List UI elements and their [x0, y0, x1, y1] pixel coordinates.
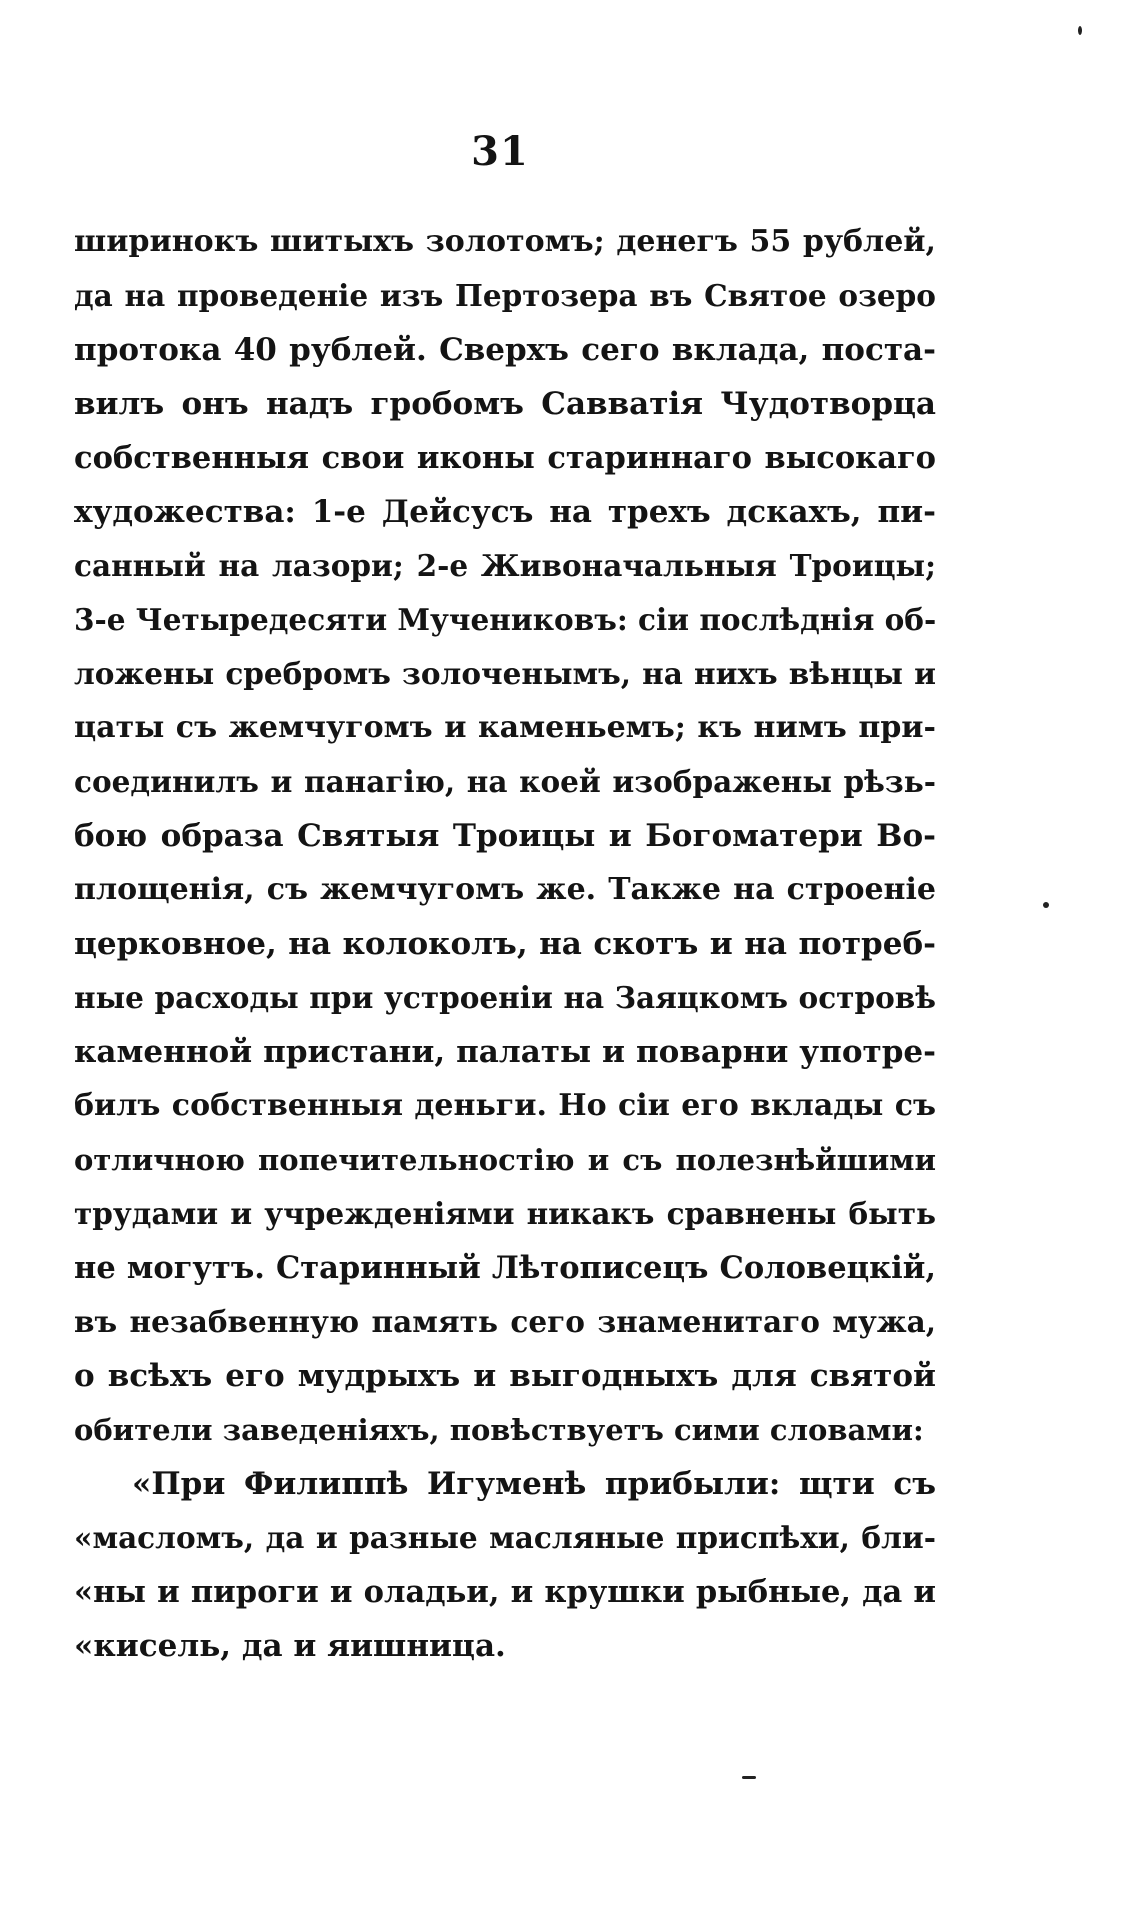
text-line: художества: 1-е Дейсусъ на трехъ дскахъ, пи- [74, 494, 936, 530]
text-line: о всѣхъ его мудрыхъ и выгодныхъ для святой [74, 1358, 936, 1394]
text-line: въ незабвенную память сего знаменитаго мужа, [74, 1304, 936, 1339]
text-line: трудами и учрежденіями никакъ сравнены быть [74, 1196, 936, 1231]
text-line: протока 40 рублей. Сверхъ сего вклада, поста- [74, 332, 936, 368]
text-line: собственныя свои иконы стариннаго высокаго [74, 440, 936, 476]
text-line: вилъ онъ надъ гробомъ Савватія Чудотворца [74, 386, 936, 422]
quote-line: «При Филиппѣ Игуменѣ прибыли: щти съ [132, 1466, 936, 1502]
text-line: цаты съ жемчугомъ и каменьемъ; къ нимъ при- [74, 710, 936, 745]
text-line: билъ собственныя деньги. Но сіи его вклады съ [74, 1088, 936, 1123]
scan-speck [1043, 902, 1049, 908]
page-number: 31 [471, 128, 529, 175]
quote-line: «масломъ, да и разные масляные приспѣхи, бли- [74, 1520, 936, 1555]
text-line: бою образа Святыя Троицы и Богоматери Во- [74, 818, 936, 854]
text-line: ные расходы при устроеніи на Заяцкомъ островѣ [74, 980, 936, 1015]
quote-line: «ны и пироги и оладьи, и крушки рыбные, да и [74, 1574, 936, 1610]
scan-speck [742, 1776, 756, 1779]
text-line: площенія, съ жемчугомъ же. Также на строеніе [74, 872, 936, 907]
text-line: не могутъ. Старинный Лѣтописецъ Соловецкій, [74, 1250, 936, 1286]
scan-speck [1078, 26, 1082, 35]
text-line: да на проведеніе изъ Пертозера въ Святое озеро [74, 278, 936, 313]
text-line: ширинокъ шитыхъ золотомъ; денегъ 55 рублей, [74, 224, 936, 259]
text-line: соединилъ и панагію, на коей изображены рѣзь- [74, 764, 936, 799]
text-line: каменной пристани, палаты и поварни употре- [74, 1034, 936, 1070]
text-line: обители заведеніяхъ, повѣствуетъ сими словами: [74, 1413, 924, 1447]
text-line: 3-е Четыредесяти Мучениковъ: сіи послѣднія об- [74, 602, 936, 637]
text-line: санный на лазори; 2-е Живоначальныя Троицы; [74, 548, 936, 583]
text-line: ложены сребромъ золоченымъ, на нихъ вѣнцы и [74, 656, 936, 691]
body-text [74, 215, 936, 1673]
text-line: церковное, на колоколъ, на скотъ и на потреб- [74, 926, 936, 962]
quote-line: «кисель, да и яишница. [74, 1628, 506, 1664]
text-line: отличною попечительностію и съ полезнѣйшими [74, 1143, 936, 1177]
